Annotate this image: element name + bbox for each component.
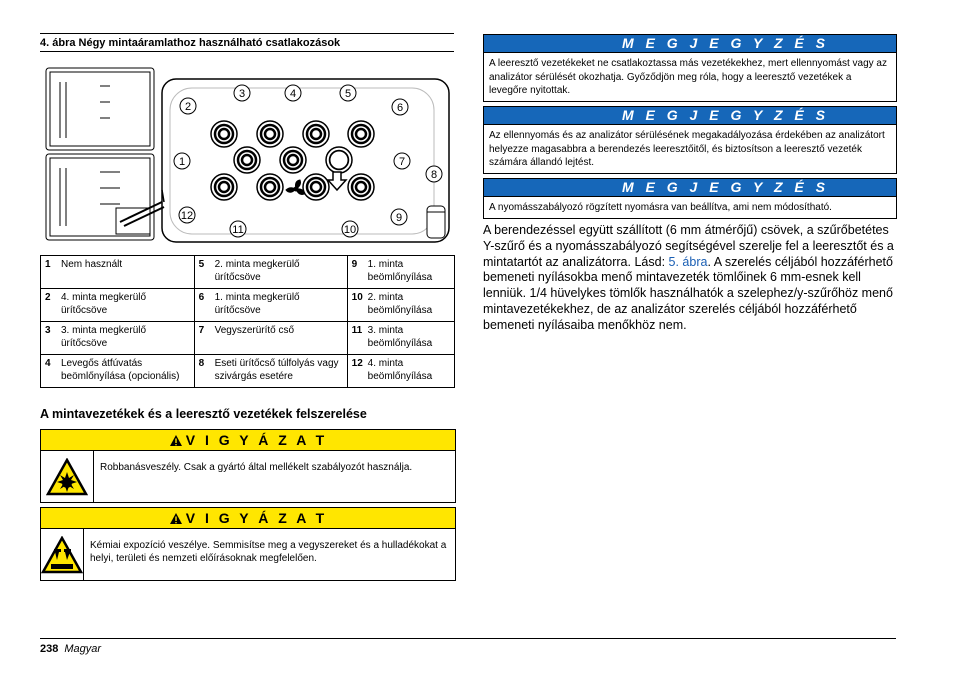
svg-text:1: 1 [178,156,186,168]
body-text-end: . A szerelés céljából hozzáférhető bemeneti nyílásokba menő mintavezeték tömlőinek 6 mm-esnek kell lenniük. 1/4 hüvelykes tömlők használhatók a szelephez/y-szűrőhöz menő mintavezetékekhez, de az analizátor szerelés céljából hozzáférhető bemeneti nyílásaiba menőkhöz nem. [483,254,893,332]
callout-9 [391,209,407,225]
note-title: M E G J E G Y Z É S [484,179,896,197]
legend-number: 12 [347,355,364,388]
svg-text:2: 2 [184,101,192,113]
callout-1 [174,153,190,169]
note-title: M E G J E G Y Z É S [484,107,896,125]
legend-number: 3 [41,322,58,355]
callout-4 [285,85,301,101]
callout-10 [342,221,358,237]
note-box-3 [483,178,897,219]
legend-row [41,355,455,388]
warning-header [41,430,455,451]
legend-text: 2. minta beömlőnyílása [364,289,455,322]
fan-icon [286,180,304,194]
note-box-1 [483,34,897,102]
footer-rule [40,638,896,639]
legend-row [41,256,455,289]
footer-language: Magyar [64,643,102,655]
legend-number: 9 [347,256,364,289]
callout-7 [394,153,410,169]
warning-text: Kémiai expozíció veszélye. Semmisítse meg a vegyszereket és a hulladékokat a helyi, területi és nemzeti előírásoknak megfelelően. [90,540,447,564]
warning-triangle-icon [169,512,183,525]
section-heading: A mintavezetékek és a leeresztő vezetékek felszerelése [40,407,367,421]
warning-title: V I G Y Á Z A T [185,432,328,448]
connections-figure [40,62,454,248]
callout-8 [426,166,442,182]
footer [40,643,101,655]
callout-5 [340,85,356,101]
analyzer-illustration [46,68,164,240]
legend-text: 1. minta megkerülő ürítőcsöve [211,289,348,322]
explosion-hazard-icon [41,451,94,502]
legend-row [41,322,455,355]
legend-text: 4. minta beömlőnyílása [364,355,455,388]
legend-text: 3. minta megkerülő ürítőcsöve [57,322,194,355]
legend-text: 4. minta megkerülő ürítőcsöve [57,289,194,322]
warning-text: Robbanásveszély. Csak a gyártó által mellékelt szabályozót használja. [100,462,413,473]
svg-text:12: 12 [180,210,194,222]
overflow-tube [427,206,445,238]
legend-text: 3. minta beömlőnyílása [364,322,455,355]
legend-number: 4 [41,355,58,388]
legend-row [41,289,455,322]
legend-number: 6 [194,289,211,322]
svg-text:9: 9 [395,212,403,224]
legend-number: 11 [347,322,364,355]
legend-number: 2 [41,289,58,322]
callouts-group [174,85,442,237]
callout-12 [179,207,195,223]
warning-box-chemical [40,507,456,581]
svg-text:11: 11 [232,224,244,236]
callout-6 [392,99,408,115]
warning-triangle-icon [169,434,183,447]
legend-number: 8 [194,355,211,388]
svg-text:4: 4 [289,88,297,100]
legend-text: 1. minta beömlőnyílása [364,256,455,289]
legend-number: 10 [347,289,364,322]
svg-text:5: 5 [344,88,352,100]
legend-number: 7 [194,322,211,355]
body-paragraph [483,223,897,334]
legend-text: Nem használt [57,256,194,289]
callout-2 [180,98,196,114]
drain-arrow-icon [328,172,346,190]
chemical-hazard-icon [41,529,84,580]
top-rule-left [40,33,454,34]
callout-3 [234,85,250,101]
legend-text: 2. minta megkerülő ürítőcsöve [211,256,348,289]
warning-header [41,508,455,529]
warning-title: V I G Y Á Z A T [185,510,328,526]
note-text: A leeresztő vezetékeket ne csatlakoztassa más vezetékekhez, mert ellennyomást vagy az analizátor sérülését okozhatja. Győződjön meg róla, hogy a leeresztő vezetékek a levegőre nyitottak. [489,58,887,96]
svg-text:10: 10 [343,224,357,236]
svg-text:6: 6 [396,102,404,114]
svg-text:7: 7 [398,156,406,168]
note-title: M E G J E G Y Z É S [484,35,896,53]
body-text-start: A berendezéssel együtt szállított (6 mm átmérőjű) csövek, a szűrőbetétes Y-szűrő és a nyomásszabályozó segítségével szerelje fel a leeresztőt és a mintatartót az analizátorra. Lásd: [483,223,894,269]
callout-11 [230,221,246,237]
svg-text:3: 3 [238,88,246,100]
warning-box-explosion [40,429,456,503]
figure-caption: 4. ábra Négy mintaáramlathoz használható csatlakozások [40,37,341,49]
legend-number: 1 [41,256,58,289]
page-number: 238 [40,643,59,655]
legend-number: 5 [194,256,211,289]
legend-text: Eseti ürítőcső túlfolyás vagy szivárgás esetére [211,355,348,388]
legend-text: Vegyszerürítő cső [211,322,348,355]
svg-text:8: 8 [430,169,438,181]
figure-5-link[interactable]: 5. ábra [668,254,708,269]
caption-rule [40,51,454,52]
note-text: Az ellennyomás és az analizátor sérülésének megakadályozása érdekében az analizátort helyezze magasabbra a berendezés leeresztőitől, és biztosítson a leeresztő vezeték számára állandó lejtést. [489,130,885,168]
legend-table [40,255,455,388]
note-box-2 [483,106,897,174]
note-text: A nyomásszabályozó rögzített nyomásra van beállítva, ami nem módosítható. [489,202,832,213]
legend-text: Levegős átfúvatás beömlőnyílása (opcionális) [57,355,194,388]
